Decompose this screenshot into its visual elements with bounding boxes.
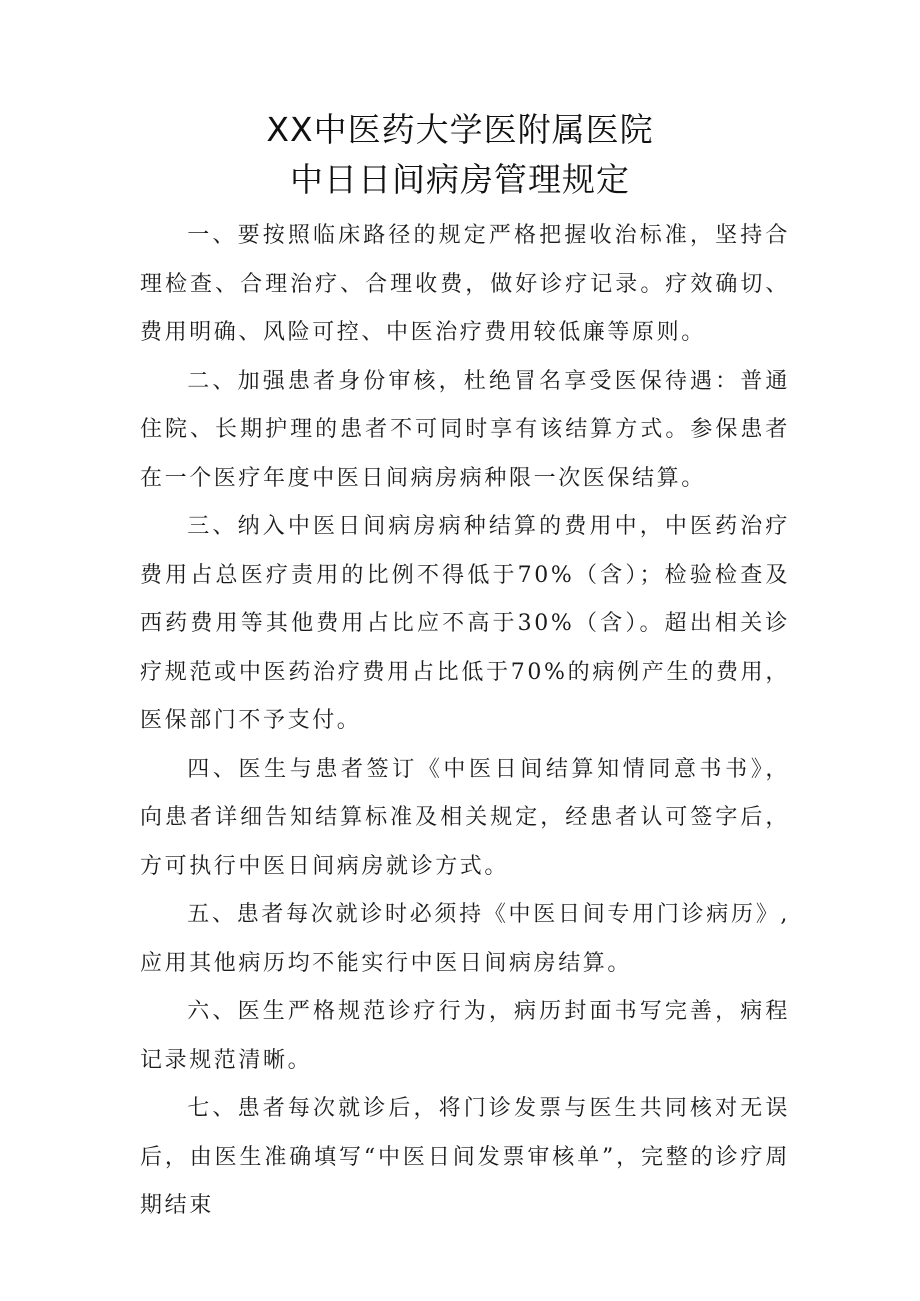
paragraph-6: 六、医生严格规范诊疗行为，病历封面书写完善，病程记录规范清晰。 [140,999,790,1073]
paragraph-5: 五、患者每次就诊时必须持《中医日间专用门诊病历》,应用其他病历均不能实行中医日间病房结算。 [140,902,790,976]
paragraph-3: 三、纳入中医日间病房病种结算的费用中，中医药治疗费用占总医疗责用的比例不得低于70%（含）；检验检查及西药费用等其他费用占比应不高于30%（含）。超出相关诊疗规范或中医药治疗费用占比低于70%的病例产生的费用，医保部门不予支付。 [140,514,790,733]
paragraph-2: 二、加强患者身份审核，杜绝冒名享受医保待遇：普通住院、长期护理的患者不可同时享有该结算方式。参保患者在一个医疗年度中医日间病房病种限一次医保结算。 [140,368,790,491]
document-body [140,212,790,1231]
document-title-line2: 中日日间病房管理规定 [290,160,630,199]
paragraph-1: 一、要按照临床路径的规定严格把握收治标准，坚持合理检查、合理治疗、合理收费，做好诊疗记录。疗效确切、费用明确、风险可控、中医治疗费用较低廉等原则。 [140,223,790,345]
document-title-line1: XX中医药大学医附属医院 [266,110,654,149]
paragraph-7: 七、患者每次就诊后，将门诊发票与医生共同核对无误后，由医生准确填写“中医日间发票审核单”，完整的诊疗周期结束 [140,1096,790,1218]
paragraph-4: 四、医生与患者签订《中医日间结算知情同意书书》，向患者详细告知结算标准及相关规定，经患者认可签字后，方可执行中医日间病房就诊方式。 [140,756,790,879]
